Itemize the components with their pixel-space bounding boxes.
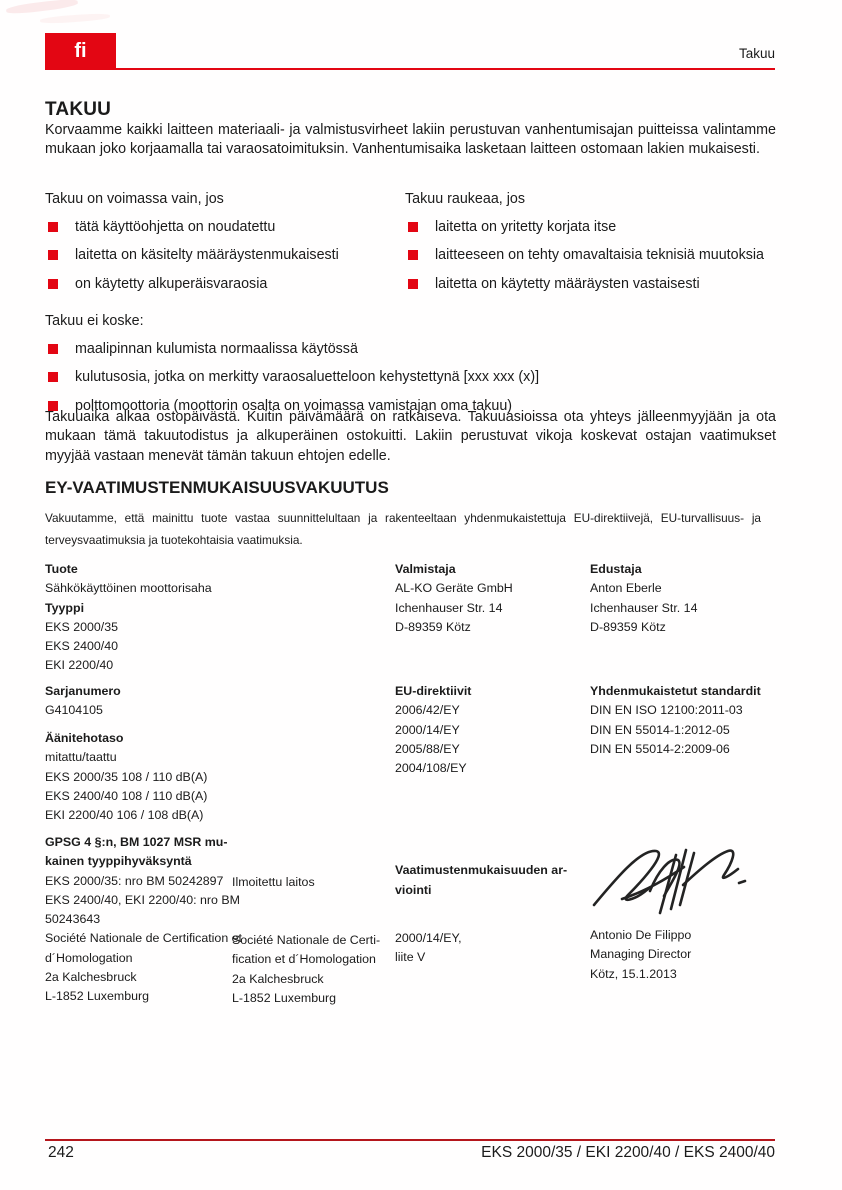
type-approval-line: EKS 2000/35: nro BM 50242897 (45, 873, 224, 888)
product-value: Sähkökäyttöinen moottorisaha (45, 581, 212, 596)
list-item (405, 275, 777, 294)
warranty-valid-title: Takuu on voimassa vain, jos (45, 191, 224, 207)
list-item-text: laitetta on käsitelty määräystenmukaisesti (75, 247, 339, 264)
sound-power-block (45, 729, 375, 825)
type-approval-line: Société Nationale de Certification et d´Homologation (45, 931, 242, 965)
signatory-place-date: Kötz, 15.1.2013 (590, 966, 677, 981)
warranty-void-list (405, 218, 777, 294)
manufacturer-line: Ichenhauser Str. 14 (395, 600, 503, 615)
type-value: EKS 2400/40 (45, 639, 119, 654)
scan-artifact (40, 13, 110, 25)
language-tab (45, 33, 116, 69)
warranty-closing: Takuuaika alkaa ostopäivästä. Kuitin päivämäärä on ratkaiseva. Takuuasioissa ota yhteys jälleenmyyjään ja ota mukaan tämä takuutodistus ja alkuperäinen ostokuitti. Lakiin perustuvat vikoja koskevat ostajan vaatimukset myyjää vastaan menevät tämän takuun ehtojen edelle. (45, 409, 776, 464)
signatory-title: Managing Director (590, 947, 692, 962)
type-value: EKI 2200/40 (45, 658, 114, 673)
list-item (45, 340, 776, 359)
bullet-square-icon (48, 222, 58, 232)
list-item-text: kulutusosia, jotka on merkitty varaosaluetteloon kehystettynä [xxx xxx (x)] (75, 369, 540, 386)
serial-label: Sarjanumero (45, 684, 121, 698)
list-item (45, 246, 390, 265)
product-block (45, 560, 375, 676)
sound-power-label: Äänitehotaso (45, 731, 124, 745)
sound-power-line: EKS 2000/35 108 / 110 dB(A) (45, 769, 208, 784)
assessment-line: 2000/14/EY, (395, 931, 462, 945)
sound-power-line: EKS 2400/40 108 / 110 dB(A) (45, 788, 208, 803)
assessment-label: viointi (395, 882, 432, 897)
directive-line: 2004/108/EY (395, 761, 467, 776)
manufacturer-block (395, 560, 585, 637)
list-item-text: laitetta on yritetty korjata itse (435, 219, 617, 235)
signature-image (588, 833, 753, 921)
manufacturer-label: Valmistaja (395, 562, 456, 576)
assessment-label-block (395, 861, 575, 900)
signatory-name: Antonio De Filippo (590, 928, 692, 942)
warranty-void-section (405, 190, 777, 294)
manufacturer-line: AL-KO Geräte GmbH (395, 581, 513, 596)
directive-line: 2006/42/EY (395, 703, 460, 718)
directive-line: 2005/88/EY (395, 741, 460, 756)
warranty-excluded-section (45, 312, 776, 416)
type-label: Tyyppi (45, 600, 85, 615)
warranty-valid-section (45, 190, 390, 294)
standard-line: DIN EN ISO 12100:2011-03 (590, 703, 743, 718)
standards-label: Yhdenmukaistetut standardit (590, 684, 761, 698)
notified-body-line: L-1852 Luxemburg (232, 990, 337, 1005)
list-item (45, 218, 390, 237)
list-item (405, 246, 777, 265)
representative-block (590, 560, 776, 637)
directive-line: 2000/14/EY (395, 722, 460, 737)
bullet-square-icon (48, 344, 58, 354)
list-item-text: maalipinnan kulumista normaalissa käytössä (75, 341, 358, 357)
footer-rule (45, 1139, 775, 1141)
notified-body-line: 2a Kalchesbruck (232, 971, 324, 986)
list-item (405, 218, 777, 237)
warranty-valid-list (45, 218, 390, 294)
declaration-title: EY-VAATIMUSTENMUKAISUUSVAKUUTUS (45, 478, 389, 497)
warranty-intro: Korvaamme kaikki laitteen materiaali- ja valmistusvirheet lakiin perustuvan vanhentumisajan puitteissa valintamme mukaan joko korjaamalla tai varaosatoimituksin. Vanhentumisaika lasketaan laitteen ostomaan lakien mukaisesti. (45, 122, 776, 158)
notified-body-label: Ilmoitettu laitos (232, 875, 315, 889)
notified-body-line: Société Nationale de Certi- (232, 933, 381, 947)
sound-power-line: EKI 2200/40 106 / 108 dB(A) (45, 808, 204, 823)
manufacturer-line: D-89359 Kötz (395, 619, 471, 634)
type-value: EKS 2000/35 (45, 619, 119, 634)
assessment-label: Vaatimustenmukaisuuden ar- (395, 863, 568, 877)
list-item-text: on käytetty alkuperäisvaraosia (75, 275, 268, 292)
list-item (45, 368, 776, 387)
footer-models: EKS 2000/35 / EKI 2200/40 / EKS 2400/40 (481, 1144, 775, 1161)
warranty-excluded-title: Takuu ei koske: (45, 313, 144, 329)
type-approval-line: L-1852 Luxemburg (45, 989, 150, 1004)
bullet-square-icon (408, 279, 418, 289)
standards-block (590, 682, 790, 759)
standard-line: DIN EN 55014-2:2009-06 (590, 741, 730, 756)
sound-power-line: mitattu/taattu (45, 750, 117, 765)
representative-label: Edustaja (590, 562, 642, 576)
language-tab-label: fi (74, 39, 87, 62)
bullet-square-icon (408, 222, 418, 232)
type-approval-label: kainen tyyppihyväksyntä (45, 854, 192, 869)
directives-label: EU-direktiivit (395, 684, 472, 698)
assessment-line: liite V (395, 950, 426, 965)
notified-body-line: fication et d´Homologation (232, 952, 376, 967)
list-item-text: laitteeseen on tehty omavaltaisia teknisiä muutoksia (435, 247, 765, 264)
warranty-excluded-list (45, 340, 776, 416)
serial-block (45, 682, 375, 721)
signatory-block (590, 926, 776, 984)
serial-value: G4104105 (45, 703, 103, 718)
header-section-label: Takuu (738, 46, 775, 61)
scan-artifact (6, 0, 79, 15)
type-approval-label: GPSG 4 §:n, BM 1027 MSR mu- (45, 835, 228, 849)
warranty-void-title: Takuu raukeaa, jos (405, 191, 526, 207)
notified-body-block (232, 931, 397, 1008)
directives-block (395, 682, 585, 778)
type-approval-block (45, 833, 246, 1007)
page-title: TAKUU (45, 99, 112, 120)
list-item-text: polttomoottoria (moottorin osalta on voimassa vamistajan oma takuu) (75, 397, 513, 414)
bullet-square-icon (48, 372, 58, 382)
bullet-square-icon (48, 279, 58, 289)
bullet-square-icon (48, 250, 58, 260)
list-item-text: laitetta on käytetty määräysten vastaisesti (435, 275, 700, 292)
assessment-block (395, 929, 575, 968)
bullet-square-icon (408, 250, 418, 260)
type-approval-line: EKS 2400/40, EKI 2200/40: nro BM 50243643 (45, 892, 240, 927)
header-rule (45, 68, 775, 70)
representative-line: Ichenhauser Str. 14 (590, 600, 698, 615)
list-item (45, 275, 390, 294)
page-number: 242 (48, 1144, 74, 1161)
list-item-text: tätä käyttöohjetta on noudatettu (75, 219, 276, 235)
type-approval-line: 2a Kalchesbruck (45, 970, 137, 985)
representative-line: D-89359 Kötz (590, 619, 666, 634)
standard-line: DIN EN 55014-1:2012-05 (590, 722, 730, 737)
product-label: Tuote (45, 562, 78, 576)
representative-line: Anton Eberle (590, 581, 662, 596)
declaration-statement: Vakuutamme, että mainittu tuote vastaa suunnittelultaan ja rakenteeltaan yhdenmukaistettuja EU-direktiivejä, EU-turvallisuus- ja terveysvaatimuksia ja tuotekohtaisia vaatimuksia. (45, 511, 761, 547)
